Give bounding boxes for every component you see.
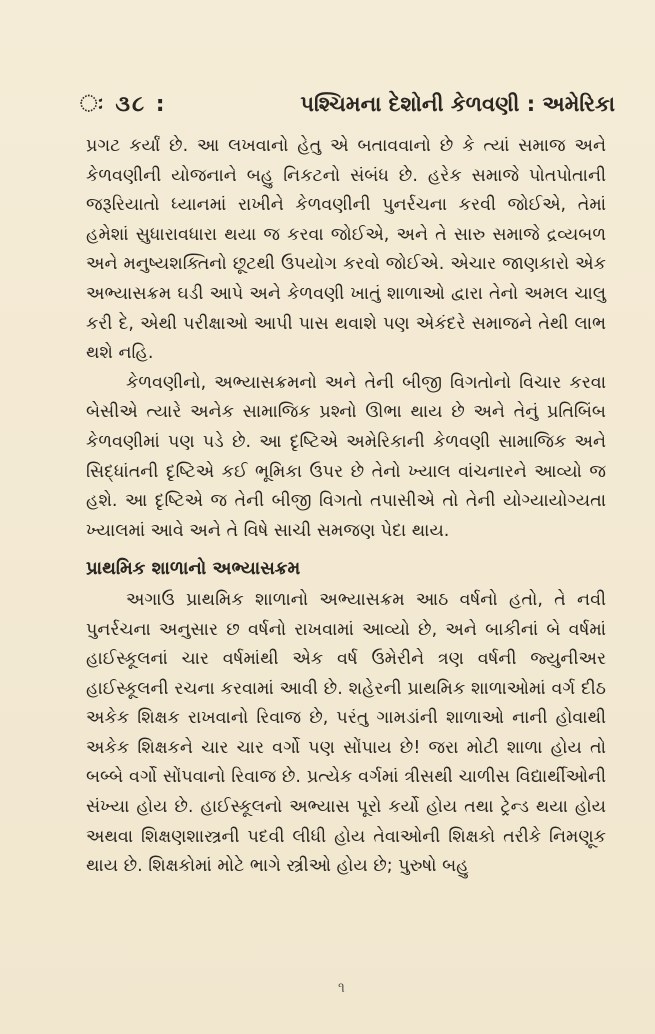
folio-mark: ૧ [338,980,345,996]
page-header [80,92,615,132]
section-paragraph: અગાઉ પ્રાથમિક શાળાનો અભ્યાસક્રમ આઠ વર્ષનો હતો, તે નવી પુનર્રચના અનુસાર છ વર્ષનો રાખવામાં આવ્યો છે, અને બાકીનાં બે વર્ષમાં હાઈસ્કૂલનાં ચાર વર્ષમાંથી એક વર્ષ ઉમેરીને ત્રણ વર્ષની જ્યુનીઅર હાઈસ્કૂલની રચના કરવામાં આવી છે. શહેરની પ્રાથમિક શાળાઓમાં વર્ગ દીઠ અકેક શિક્ષક રાખવાનો રિવાજ છે, પરંતુ ગામડાંની શાળાઓ નાની હોવાથી અકેક શિક્ષકને ચાર ચાર વર્ગો પણ સોંપાય છે! જરા મોટી શાળા હોય તો બબ્બે વર્ગો સોંપવાનો રિવાજ છે. પ્રત્યેક વર્ગમાં ત્રીસથી ચાળીસ વિદ્યાર્થીઓની સંખ્યા હોય છે. હાઈસ્કૂલનો અભ્યાસ પૂરો કર્યો હોય તથા ટ્રેન્ડ થયા હોય અથવા શિક્ષણશાસ્ત્રની પદવી લીધી હોય તેવાઓની શિક્ષકો તરીકે નિમણૂક થાય છે. શિક્ષકોમાં મોટે ભાગે સ્ત્રીઓ હોય છે; પુરુષો બહુ [86,589,606,877]
section-heading: પ્રાથમિક શાળાનો અભ્યાસક્રમ [86,558,301,580]
page-number: ઃ ૩૮ : [80,92,167,117]
paragraph-1: પ્રગટ કર્યાં છે. આ લખવાનો હેતુ એ બતાવવાનો છે કે ત્યાં સમાજ અને કેળવણીની યોજનાને બહુ નિકટનો સંબંધ છે. હરેક સમાજે પોતપોતાની જરૂરિયાતો ધ્યાનમાં રાખીને કેળવણીની પુનર્રચના કરવી જોઈએ, તેમાં હમેશાં સુધારાવધારા થયા જ કરવા જોઈએ, અને તે સારુ સમાજે દ્રવ્યબળ અને મનુષ્યશક્તિનો છૂટથી ઉપયોગ કરવો જોઈએ. એચાર જાણકારો એક અભ્યાસક્રમ ઘડી આપે અને કેળવણી ખાતું શાળાઓ દ્વારા તેનો અમલ ચાલુ કરી દે, એથી પરીક્ષાઓ આપી પાસ થવાશે પણ એકંદરે સમાજને તેથી લાભ થશે નહિ. [86,136,606,364]
running-head: પશ્ચિમના દેશોની કેળવણી : અમેરિકા [300,92,615,116]
paragraph-2: કેળવણીનો, અભ્યાસક્રમનો અને તેની બીજી વિગતોનો વિચાર કરવા બેસીએ ત્યારે અનેક સામાજિક પ્રશ્નો ઊભા થાય છે અને તેનું પ્રતિબિંબ કેળવણીમાં પણ પડે છે. આ દૃષ્ટિએ અમેરિકાની કેળવણી સામાજિક અને સિદ્ધાંતની દૃષ્ટિએ કઈ ભૂમિકા ઉપર છે તેનો ખ્યાલ વાંચનારને આવ્યો જ હશે. આ દૃષ્ટિએ જ તેની બીજી વિગતો તપાસીએ તો તેની યોગ્યાયોગ્યતા ખ્યાલમાં આવે અને તે વિષે સાચી સમજણ પેદા થાય. [86,372,606,541]
page-body [86,132,606,882]
